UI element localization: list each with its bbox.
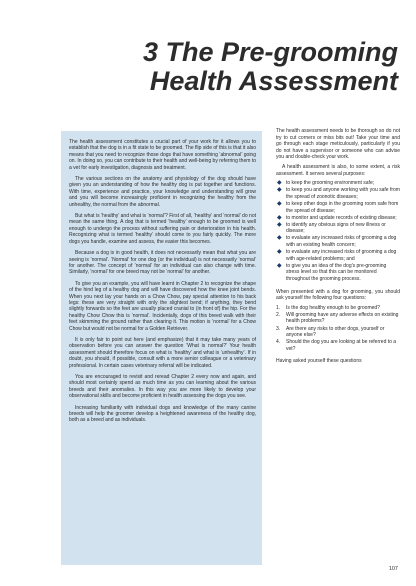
intro-paragraph: To give you an example, you will have learnt in Chapter 2 to recognize the shape of the hind leg of a healthy dog and will have discovered how the knee joint bends. When you next lay your hands on a Chow Chow, pay special attention to his back legs: these are very straight with only the slightest bend; if anything, they bend slightly forwards so the feet are usually placed cranial to (in front of) the hip. For the healthy Chow Chow this is ‘normal’. Incidentally, dogs of this breed walk with their feet skimming the ground rather than clearing it. This motion is ‘normal’ for a Chow Chow but would not be normal for a Golden Retriever. [69, 280, 256, 332]
list-item: ◆ to give you an idea of the dog’s pre-grooming stress level so that this can be monitored throughout the grooming process. [277, 262, 387, 282]
body-paragraph: A health assessment is also, to some extent, a risk assessment. It serves several purposes: [276, 163, 400, 177]
diamond-bullet-icon: ◆ [277, 249, 282, 256]
intro-paragraph: But what is ‘healthy’ and what is ‘normal’? First of all, ‘healthy’ and ‘normal’ do not mean the same thing. A dog that is termed ‘healthy’ enough to be groomed is well enough to undergo the process without suffering pain or deterioration in his health. Recognizing what is termed ‘healthy’ should come to you fairly quickly. The more dogs you handle, examine and assess, the easier this becomes. [69, 213, 256, 245]
list-item: 4. Should the dog you are looking at be referred to a vet? [276, 339, 397, 352]
questions-list [276, 305, 400, 353]
intro-paragraph: Increasing familiarity with individual dogs and knowledge of the many canine breeds will help the groomer develop a heightened awareness of the healthy dog, both as a breed and as individuals. [69, 404, 256, 424]
intro-paragraph: It is only fair to point out here (and emphasize) that it may take many years of observation before you can answer the question ‘What is normal?’ Your health assessment should therefore focus on what is ‘healthy’ and what is ‘unhealthy’. If in doubt, you should, if possible, consult with a more senior colleague or a veterinary professional. In certain cases veterinary referral will be indicated. [69, 336, 256, 369]
diamond-bullet-icon: ◆ [277, 187, 282, 194]
list-item: 3. Are there any risks to other dogs, yourself or anyone else? [276, 325, 385, 339]
diamond-bullet-icon: ◆ [277, 235, 282, 242]
list-item: ◆ to evaluate any increased risks of grooming a dog with an existing health concern; [277, 235, 397, 248]
list-item: ◆ to identify any obvious signs of new illness or disease; [277, 221, 386, 235]
main-text-column [276, 128, 400, 568]
chapter-title-line-1: 3 The Pre-grooming [142, 37, 398, 67]
intro-paragraph: Because a dog is in good health, it does not necessarily mean that what you are seeing is ‘normal’. ‘Normal’ for one dog (or the individual) is not necessarily ‘normal’ for another. The concept of ‘normal’ for an individual can also change with time. Similarly, ‘normal’ for one breed may not be ‘normal’ for another. [69, 250, 256, 276]
diamond-bullet-icon: ◆ [277, 200, 282, 207]
page-number: 107 [388, 566, 398, 572]
diamond-bullet-icon: ◆ [277, 214, 282, 221]
diamond-bullet-icon: ◆ [277, 221, 282, 228]
list-item: ◆ to keep the grooming environment safe; [277, 180, 375, 187]
list-item: 1. Is the dog healthy enough to be groomed? [276, 304, 380, 311]
body-paragraph: When presented with a dog for grooming, you should ask yourself the following four questions: [276, 288, 400, 302]
list-item: ◆ to monitor and update records of existing disease; [277, 214, 397, 221]
body-paragraph: The health assessment needs to be thorough so do not try to cut corners or miss bits out! Take your time and go through each stage meticulously, particularly if you do not have a supervisor or someone who can advise you and double-check your work. [276, 128, 400, 161]
intro-paragraph: The various sections on the anatomy and physiology of the dog should have given you an understanding of how the healthy dog is put together and functions. With time, experience and practice, your knowledge and understanding will grow and you will become increasingly proficient in recognizing the healthy from the unhealthy, the normal from the abnormal. [69, 176, 256, 208]
body-paragraph: Having asked yourself these questions [276, 358, 362, 365]
chapter-title [0, 38, 398, 96]
intro-box [61, 131, 262, 565]
diamond-bullet-icon: ◆ [277, 262, 282, 269]
diamond-bullet-icon: ◆ [277, 180, 282, 187]
intro-paragraph: The health assessment constitutes a crucial part of your work for it allows you to establish that the dog is in a fit state to be groomed. The flip side of this is that it also means that you need to recognize those dogs that have something ‘abnormal’ going on. In doing so, you can contribute to their health and well-being by referring them to a vet for early investigation, diagnosis and treatment. [69, 139, 256, 171]
list-item: ◆ to evaluate any increased risks of grooming a dog with age-related problems; and [277, 249, 397, 262]
list-item: ◆ to keep other dogs in the grooming room safe from the spread of disease; [277, 200, 399, 214]
chapter-title-line-2: Health Assessment [149, 66, 398, 96]
list-item: ◆ to keep you and anyone working with you safe from the spread of zoonotic diseases; [277, 187, 400, 200]
intro-paragraph: You are encouraged to revisit and reread Chapter 2 every now and again, and should most certainly spend as much time as you can learning about the various breeds and their anomalies. In this way you are more likely to develop your observational skills and become proficient in health assessing the dogs you see. [69, 374, 256, 400]
list-item: 2. Will grooming have any adverse effects on existing health problems? [276, 311, 399, 325]
purposes-list [276, 180, 400, 282]
